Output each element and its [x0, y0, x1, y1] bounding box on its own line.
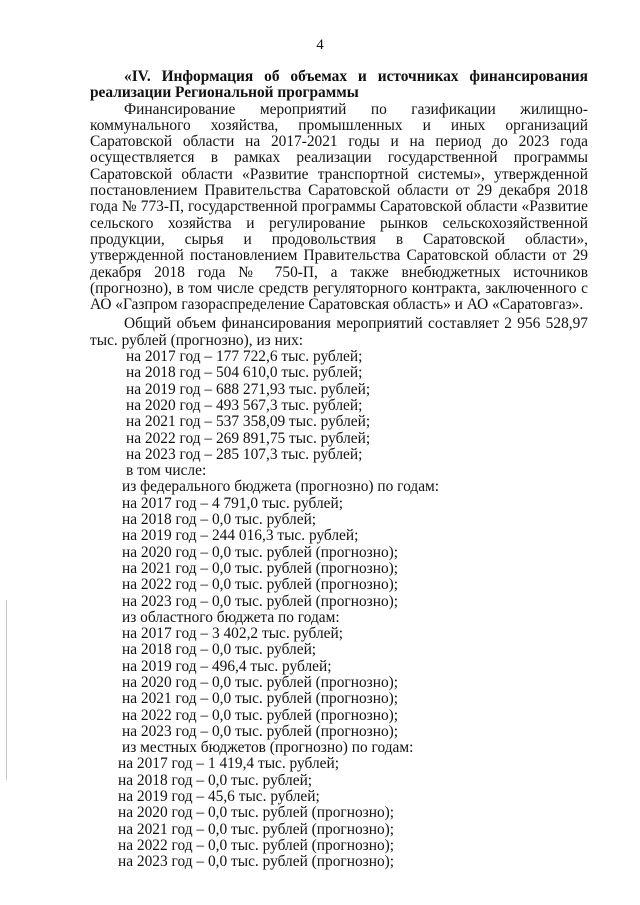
year-amount-item: на 2020 год – 0,0 тыс. рублей (прогнозно); [118, 804, 395, 822]
regional-label: из областного бюджета по годам: [122, 608, 340, 626]
year-amount-item: на 2022 год – 0,0 тыс. рублей (прогнозно); [122, 706, 399, 724]
year-amount-item: на 2018 год – 0,0 тыс. рублей; [122, 641, 317, 659]
year-amount-item: на 2018 год – 0,0 тыс. рублей; [118, 771, 313, 789]
year-amount-item: на 2021 год – 537 358,09 тыс. рублей; [126, 413, 371, 431]
year-amount-item: на 2021 год – 0,0 тыс. рублей (прогнозно); [118, 820, 395, 838]
regional-list [90, 626, 588, 740]
year-amount-item: на 2021 год – 0,0 тыс. рублей (прогнозно); [122, 690, 399, 708]
year-amount-item: на 2021 год – 0,0 тыс. рублей (прогнозно); [122, 559, 399, 577]
year-amount-item: на 2018 год – 0,0 тыс. рублей; [122, 511, 317, 529]
federal-list [90, 496, 588, 610]
year-amount-item: на 2023 год – 0,0 тыс. рублей (прогнозно); [118, 853, 395, 871]
local-block [90, 740, 588, 756]
year-amount-item: на 2019 год – 496,4 тыс. рублей; [122, 657, 332, 675]
year-amount-item: на 2017 год – 177 722,6 тыс. рублей; [126, 348, 363, 366]
year-amount-item: на 2023 год – 0,0 тыс. рублей (прогнозно); [122, 722, 399, 740]
year-amount-item: на 2019 год – 45,6 тыс. рублей; [118, 788, 320, 806]
year-amount-item: на 2020 год – 0,0 тыс. рублей (прогнозно); [122, 543, 399, 561]
document-body [90, 69, 588, 871]
year-amount-item: на 2023 год – 285 107,3 тыс. рублей; [126, 445, 363, 463]
federal-block [90, 479, 588, 495]
financing-description-paragraph: Финансирование мероприятий по газификации жилищно-коммунального хозяйства, промышленных и иных организаций Саратовской области на 2017-2021 годы и на период до 2023 года осуществляется в рамках реализации государственной программы Саратовской области «Развитие транспортной системы», утвержденной постановлением Правительства Саратовской области от 29 декабря 2018 года № 773-П, государственной программы Саратовской области «Развитие сельского хозяйства и регулирование рынков сельскохозяйственной продукции, сырья и продовольствия в Саратовской области», утвержденной постановлением Правительства Саратовской области от 29 декабря 2018 года № 750-П, а также внебюджетных источников (прогнозно), в том числе средств регуляторного контракта, заключенного с АО «Газпром газораспределение Саратовская область» и АО «Саратовгаз». [90, 100, 588, 314]
local-label: из местных бюджетов (прогнозно) по годам: [122, 739, 414, 757]
year-amount-item: на 2022 год – 0,0 тыс. рублей (прогнозно); [118, 836, 395, 854]
year-amount-item: на 2023 год – 0,0 тыс. рублей (прогнозно); [122, 592, 399, 610]
page-number: 4 [316, 37, 324, 53]
regional-block [90, 610, 588, 626]
local-list [90, 756, 588, 870]
year-amount-item: на 2018 год – 504 610,0 тыс. рублей; [126, 364, 363, 382]
year-amount-item: на 2017 год – 1 419,4 тыс. рублей; [118, 755, 340, 773]
section-heading: «IV. Информация об объемах и источниках финансирования реализации Региональной программы [90, 68, 588, 102]
scan-edge-mark [6, 600, 7, 780]
federal-label: из федерального бюджета (прогнозно) по годам: [122, 478, 440, 496]
year-amount-item: на 2017 год – 3 402,2 тыс. рублей; [122, 625, 344, 643]
total-volume-paragraph: Общий объем финансирования мероприятий составляет 2 956 528,97 тыс. рублей (прогнозно), из них: [90, 315, 588, 349]
year-amount-item: на 2022 год – 0,0 тыс. рублей (прогнозно); [122, 576, 399, 594]
year-amount-item: на 2022 год – 269 891,75 тыс. рублей; [126, 429, 371, 447]
including-block [90, 463, 588, 479]
including-label: в том числе: [126, 462, 207, 480]
year-amount-item: на 2017 год – 4 791,0 тыс. рублей; [122, 494, 344, 512]
year-amount-item: на 2019 год – 688 271,93 тыс. рублей; [126, 380, 371, 398]
year-amount-item: на 2019 год – 244 016,3 тыс. рублей; [122, 527, 359, 545]
year-amount-item: на 2020 год – 493 567,3 тыс. рублей; [126, 396, 363, 414]
total-by-year-list [90, 349, 588, 463]
year-amount-item: на 2020 год – 0,0 тыс. рублей (прогнозно); [122, 673, 399, 691]
